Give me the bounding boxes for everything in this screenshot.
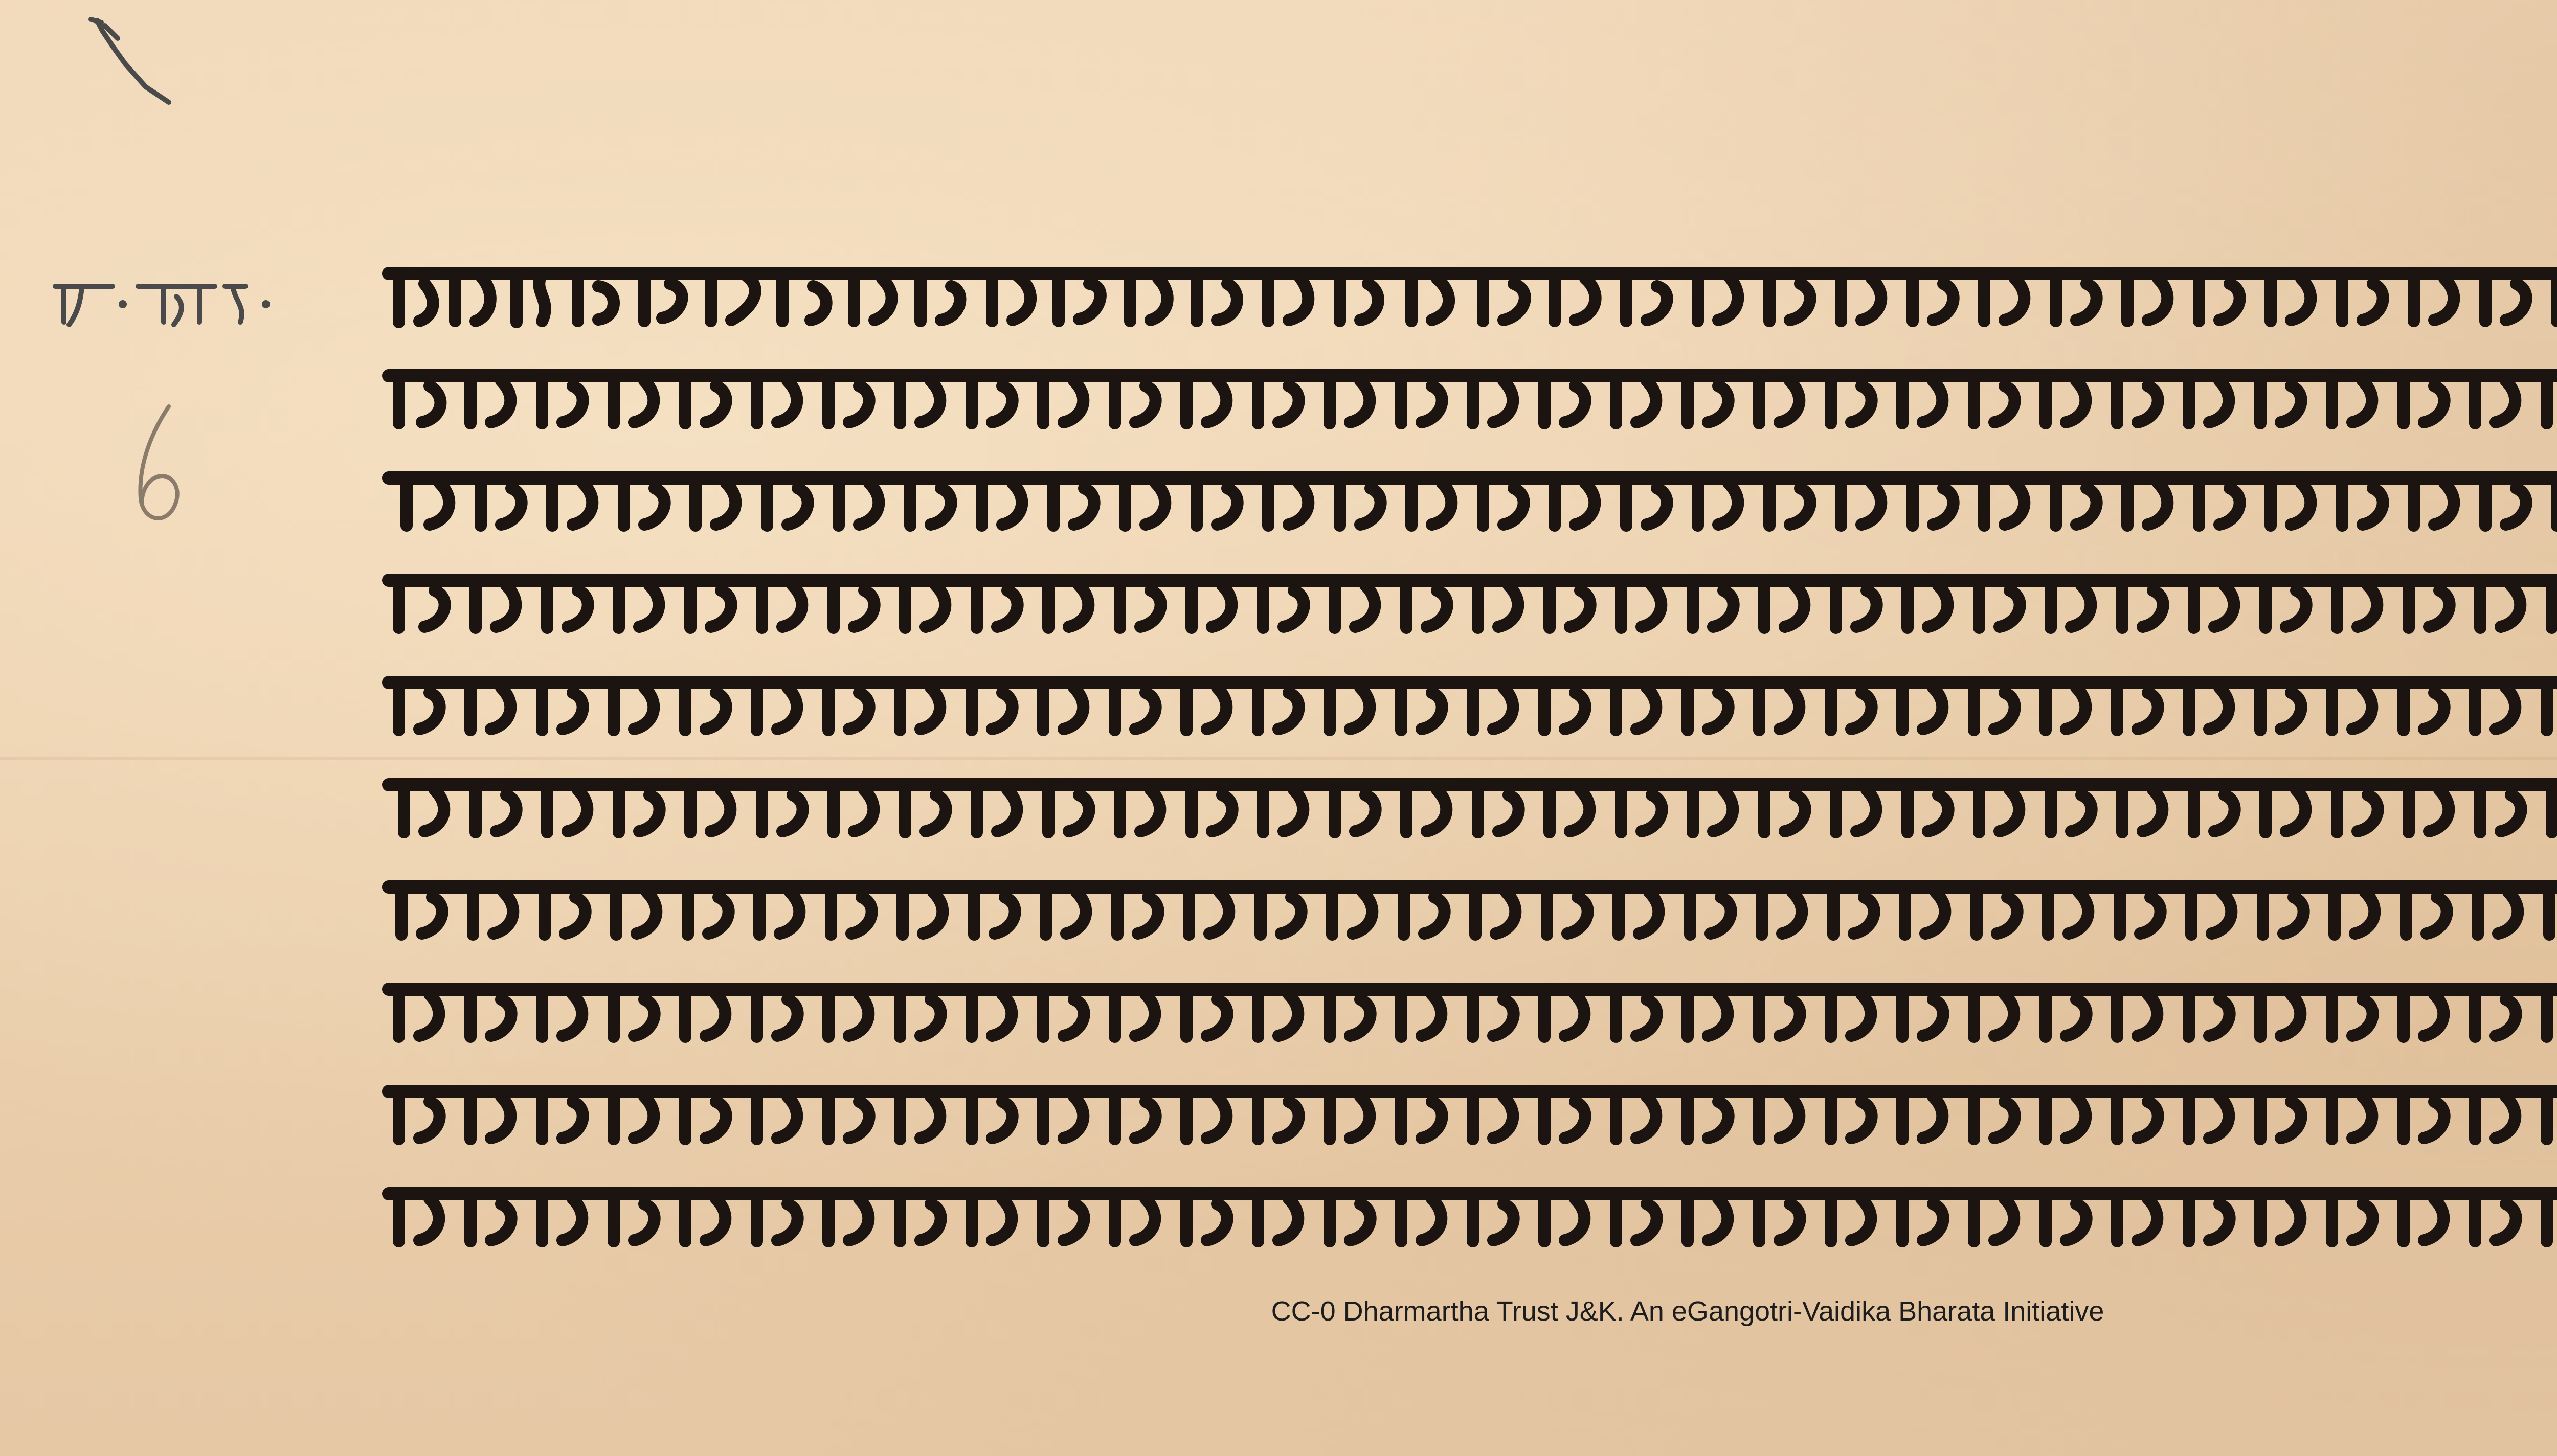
manuscript-line-10 — [378, 1176, 2557, 1258]
manuscript-text-block — [378, 256, 2557, 1217]
manuscript-line-5 — [378, 665, 2557, 746]
manuscript-line-8 — [378, 971, 2557, 1053]
folio-number-six — [118, 389, 199, 542]
manuscript-line-3 — [378, 460, 2557, 542]
manuscript-line-4 — [378, 562, 2557, 644]
manuscript-line-9 — [378, 1074, 2557, 1155]
manuscript-line-7 — [378, 869, 2557, 951]
margin-note-title — [51, 266, 286, 353]
archive-watermark: CC-0 Dharmartha Trust J&K. An eGangotri-Vaidika Bharata Initiative — [1271, 1296, 2104, 1327]
corner-scribble-mark — [77, 10, 189, 112]
manuscript-line-2 — [378, 358, 2557, 440]
manuscript-line-1 — [378, 256, 2557, 337]
manuscript-line-6 — [378, 767, 2557, 849]
